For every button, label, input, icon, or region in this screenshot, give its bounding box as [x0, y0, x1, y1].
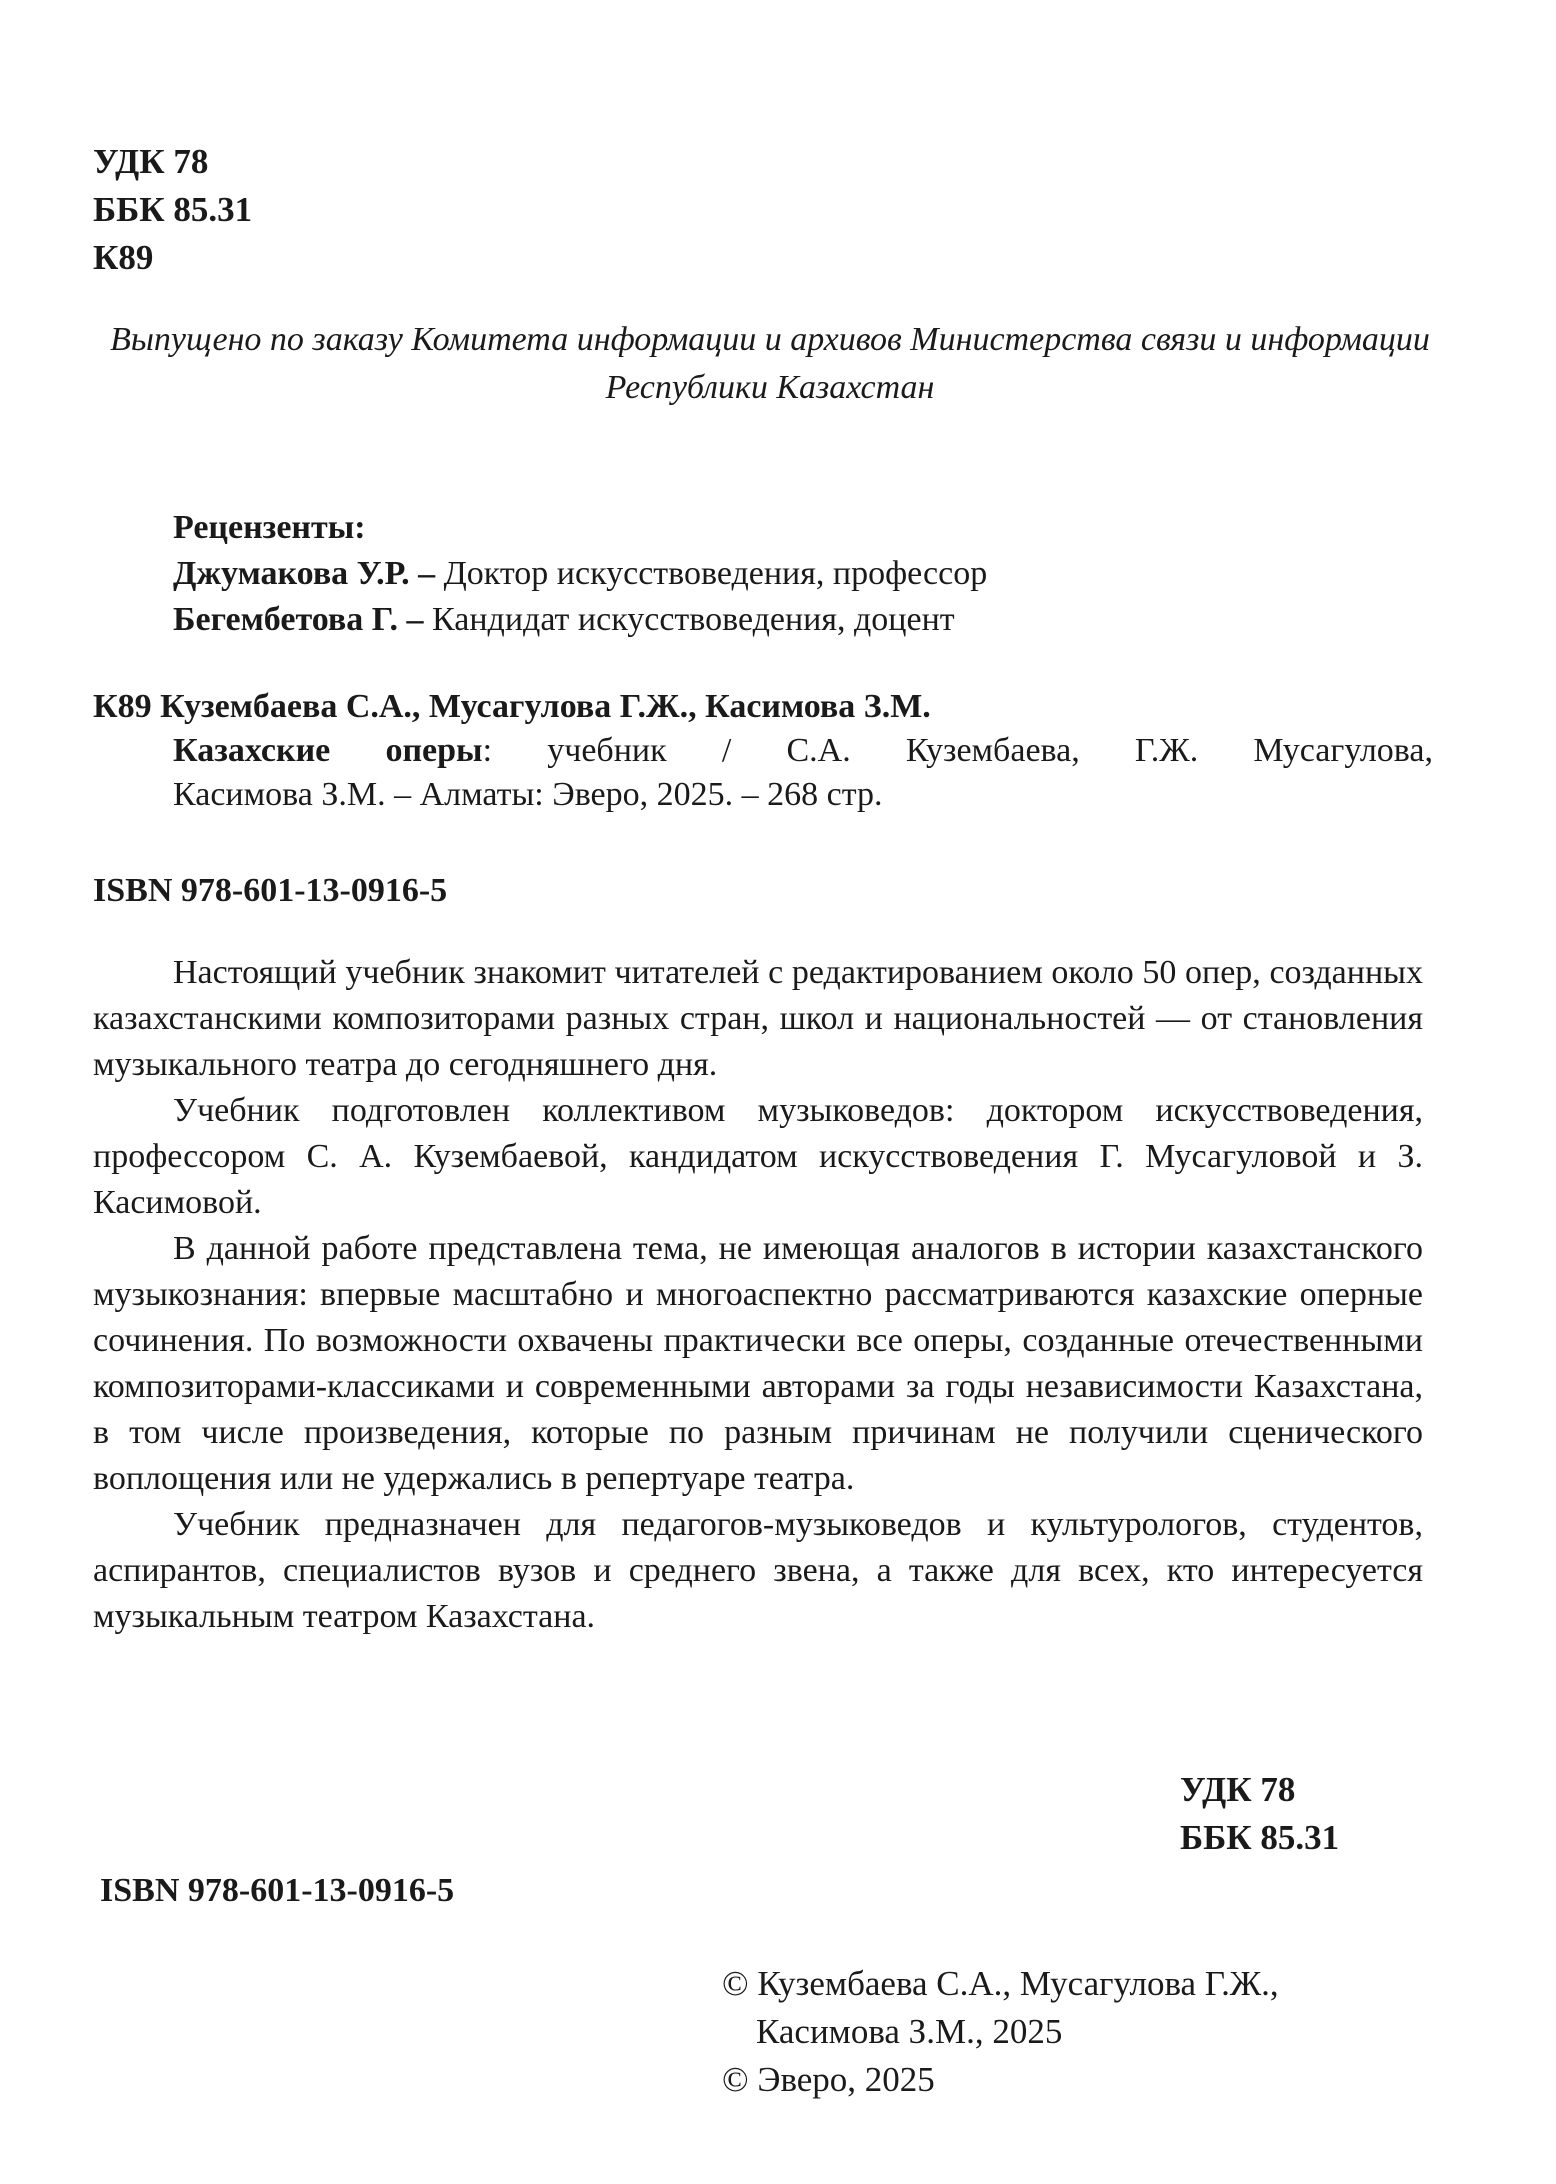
copyright-authors-cont: Касимова З.М., 2025: [756, 2012, 1063, 2051]
abstract-paragraph: Учебник подготовлен коллективом музыковедов: доктором искусствоведения, профессором С. А. Кузембаевой, кандидатом искусствоведения Г. Мусагуловой и З. Касимовой.: [93, 1092, 1423, 1221]
reviewer-title: Доктор искусствоведения, профессор: [443, 555, 988, 592]
reviewer-name: Джумакова У.Р. –: [173, 555, 436, 592]
published-note: Выпущено по заказу Комитета информации и архивов Министерства связи и информации Республики Казахстан: [110, 321, 1430, 406]
bbk-code: ББК 85.31: [1180, 1818, 1340, 1857]
isbn-bottom: ISBN 978-601-13-0916-5: [100, 1872, 455, 1909]
isbn-top: ISBN 978-601-13-0916-5: [93, 872, 448, 909]
copyright-block: [722, 1960, 1279, 2104]
reviewer-row: [173, 597, 987, 643]
copyright-authors: © Кузембаева С.А., Мусагулова Г.Ж.,: [722, 1964, 1279, 2003]
reviewers-heading: Рецензенты:: [173, 509, 366, 546]
bibliographic-authors: Кузембаева С.А., Мусагулова Г.Ж., Касимова З.М.: [160, 688, 931, 725]
classification-codes-bottom: [1180, 1766, 1339, 1862]
reviewer-title: Кандидат искусствоведения, доцент: [432, 601, 955, 638]
udk-code: УДК 78: [1180, 1770, 1296, 1809]
abstract-paragraph: В данной работе представлена тема, не имеющая аналогов в истории казахстанского музыкознания: впервые масштабно и многоаспектно рассматриваются казахские оперные сочинения. По возможности охвачены практически все оперы, созданные отечественными композиторами-классиками и современными авторами за годы независимости Казахстана, в том числе произведения, которые по разным причинам не получили сценического воплощения или не удержались в репертуаре театра.: [93, 1230, 1423, 1497]
classification-codes-top: [93, 138, 252, 282]
abstract-paragraph: Учебник предназначен для педагогов-музыковедов и культурологов, студентов, аспирантов, специалистов вузов и среднего звена, а также для всех, кто интересуется музыкальным театром Казахстана.: [93, 1506, 1423, 1635]
book-description: : учебник / С.А. Кузембаева, Г.Ж. Мусагулова,: [482, 732, 1433, 769]
reviewer-row: [173, 551, 987, 597]
copyright-publisher: © Эверо, 2025: [722, 2060, 935, 2099]
bibliographic-heading: [93, 685, 1433, 729]
bbk-code: ББК 85.31: [93, 190, 253, 229]
bibliographic-description: [93, 729, 1433, 773]
reviewers-block: [173, 505, 987, 643]
reviewer-name: Бегембетова Г. –: [173, 601, 424, 638]
author-sign: К89: [93, 238, 154, 277]
book-title: Казахские оперы: [173, 732, 483, 769]
udk-code: УДК 78: [93, 142, 209, 181]
bibliographic-sign: К89: [93, 688, 152, 725]
abstract: [93, 950, 1423, 1640]
bibliographic-record: [93, 685, 1433, 817]
bibliographic-description-cont: Касимова З.М. – Алматы: Эверо, 2025. – 268 стр.: [173, 776, 883, 813]
abstract-paragraph: Настоящий учебник знакомит читателей с редактированием около 50 опер, созданных казахстанскими композиторами разных стран, школ и национальностей — от становления музыкального театра до сегодняшнего дня.: [93, 954, 1423, 1083]
